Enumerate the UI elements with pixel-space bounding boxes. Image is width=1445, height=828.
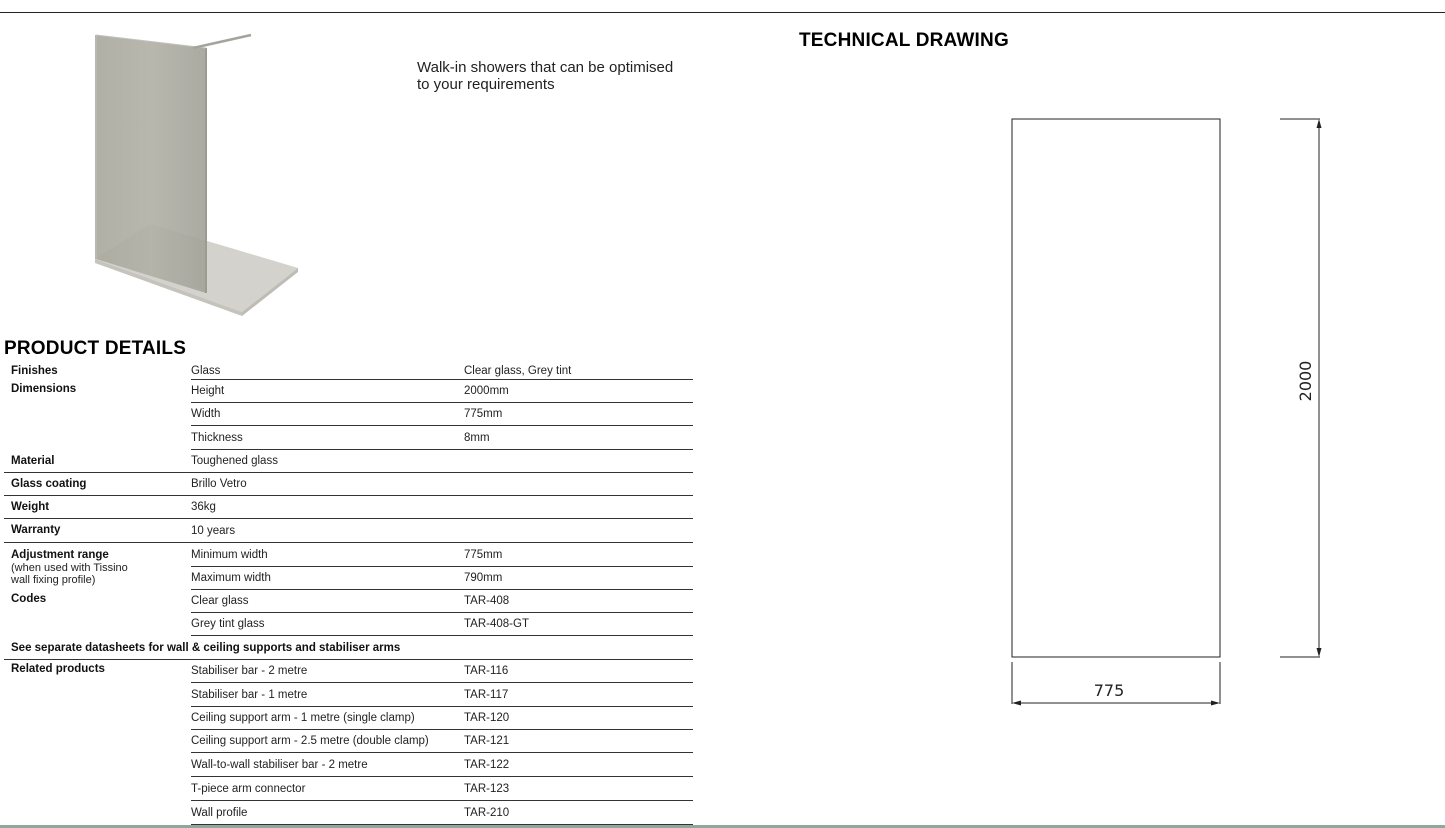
row-name: Stabiliser bar - 2 metre — [191, 665, 308, 677]
row-value: TAR-210 — [464, 806, 510, 819]
adjustment-range-note-1: (when used with Tissino — [11, 562, 128, 574]
finishes-label: Finishes — [11, 365, 58, 377]
row-name: Width — [191, 408, 221, 420]
row-value: TAR-408 — [464, 595, 510, 607]
panel-outline — [1012, 119, 1220, 657]
row-value: TAR-122 — [464, 758, 510, 771]
row-name: Height — [191, 385, 225, 397]
width-arrow-left — [1012, 701, 1021, 706]
row-name: Ceiling support arm - 2.5 metre (double clamp) — [191, 735, 429, 747]
material-label: Material — [11, 454, 55, 467]
row-name: Glass — [191, 364, 221, 377]
tagline-line-2: to your requirements — [417, 76, 555, 93]
row-name: Wall-to-wall stabiliser bar - 2 metre — [191, 758, 368, 771]
row-name: Wall profile — [191, 806, 248, 819]
row-value: 775mm — [464, 548, 503, 561]
width-arrow-right — [1211, 701, 1220, 706]
row-value: TAR-408-GT — [464, 618, 529, 630]
row-value: TAR-123 — [464, 782, 510, 795]
row-value: TAR-121 — [464, 735, 510, 747]
row-name: Grey tint glass — [191, 618, 265, 630]
row-name: T-piece arm connector — [191, 782, 306, 795]
codes-label: Codes — [11, 593, 47, 605]
warranty-value: 10 years — [191, 524, 236, 537]
datasheets-note: See separate datasheets for wall & ceiling supports and stabiliser arms — [4, 636, 693, 660]
adjustment-range-note-2: wall fixing profile) — [11, 574, 96, 586]
row-name: Minimum width — [191, 548, 268, 561]
dimensions-label: Dimensions — [11, 383, 77, 395]
weight-value: 36kg — [191, 501, 216, 513]
width-dimension-label: 775 — [1093, 681, 1125, 700]
row-name: Ceiling support arm - 1 metre (single clamp) — [191, 712, 415, 724]
weight-label: Weight — [11, 500, 50, 513]
row-value: TAR-116 — [464, 665, 509, 677]
technical-drawing-title: TECHNICAL DRAWING — [799, 30, 1009, 51]
tagline-line-1: Walk-in showers that can be optimised — [417, 59, 674, 76]
glass-coating-value: Brillo Vetro — [191, 478, 247, 490]
row-name: Stabiliser bar - 1 metre — [191, 688, 308, 701]
height-dimension-label: 2000 — [1296, 360, 1315, 402]
row-value: Clear glass, Grey tint — [464, 364, 572, 377]
adjustment-range-label: Adjustment range — [11, 549, 109, 561]
material-value: Toughened glass — [191, 455, 278, 467]
height-arrow-bottom — [1317, 648, 1322, 657]
row-value: TAR-117 — [464, 688, 509, 701]
glass-coating-label: Glass coating — [11, 477, 87, 490]
row-value: 2000mm — [464, 385, 509, 397]
height-arrow-top — [1317, 119, 1322, 128]
row-value: TAR-120 — [464, 712, 510, 724]
row-name: Thickness — [191, 431, 243, 444]
row-value: 790mm — [464, 572, 503, 584]
row-name: Maximum width — [191, 572, 271, 584]
row-name: Clear glass — [191, 595, 249, 607]
related-products-label: Related products — [11, 663, 105, 675]
row-value: 775mm — [464, 408, 503, 420]
row-value: 8mm — [464, 431, 490, 444]
product-details-title: PRODUCT DETAILS — [4, 338, 187, 359]
warranty-label: Warranty — [11, 524, 61, 536]
